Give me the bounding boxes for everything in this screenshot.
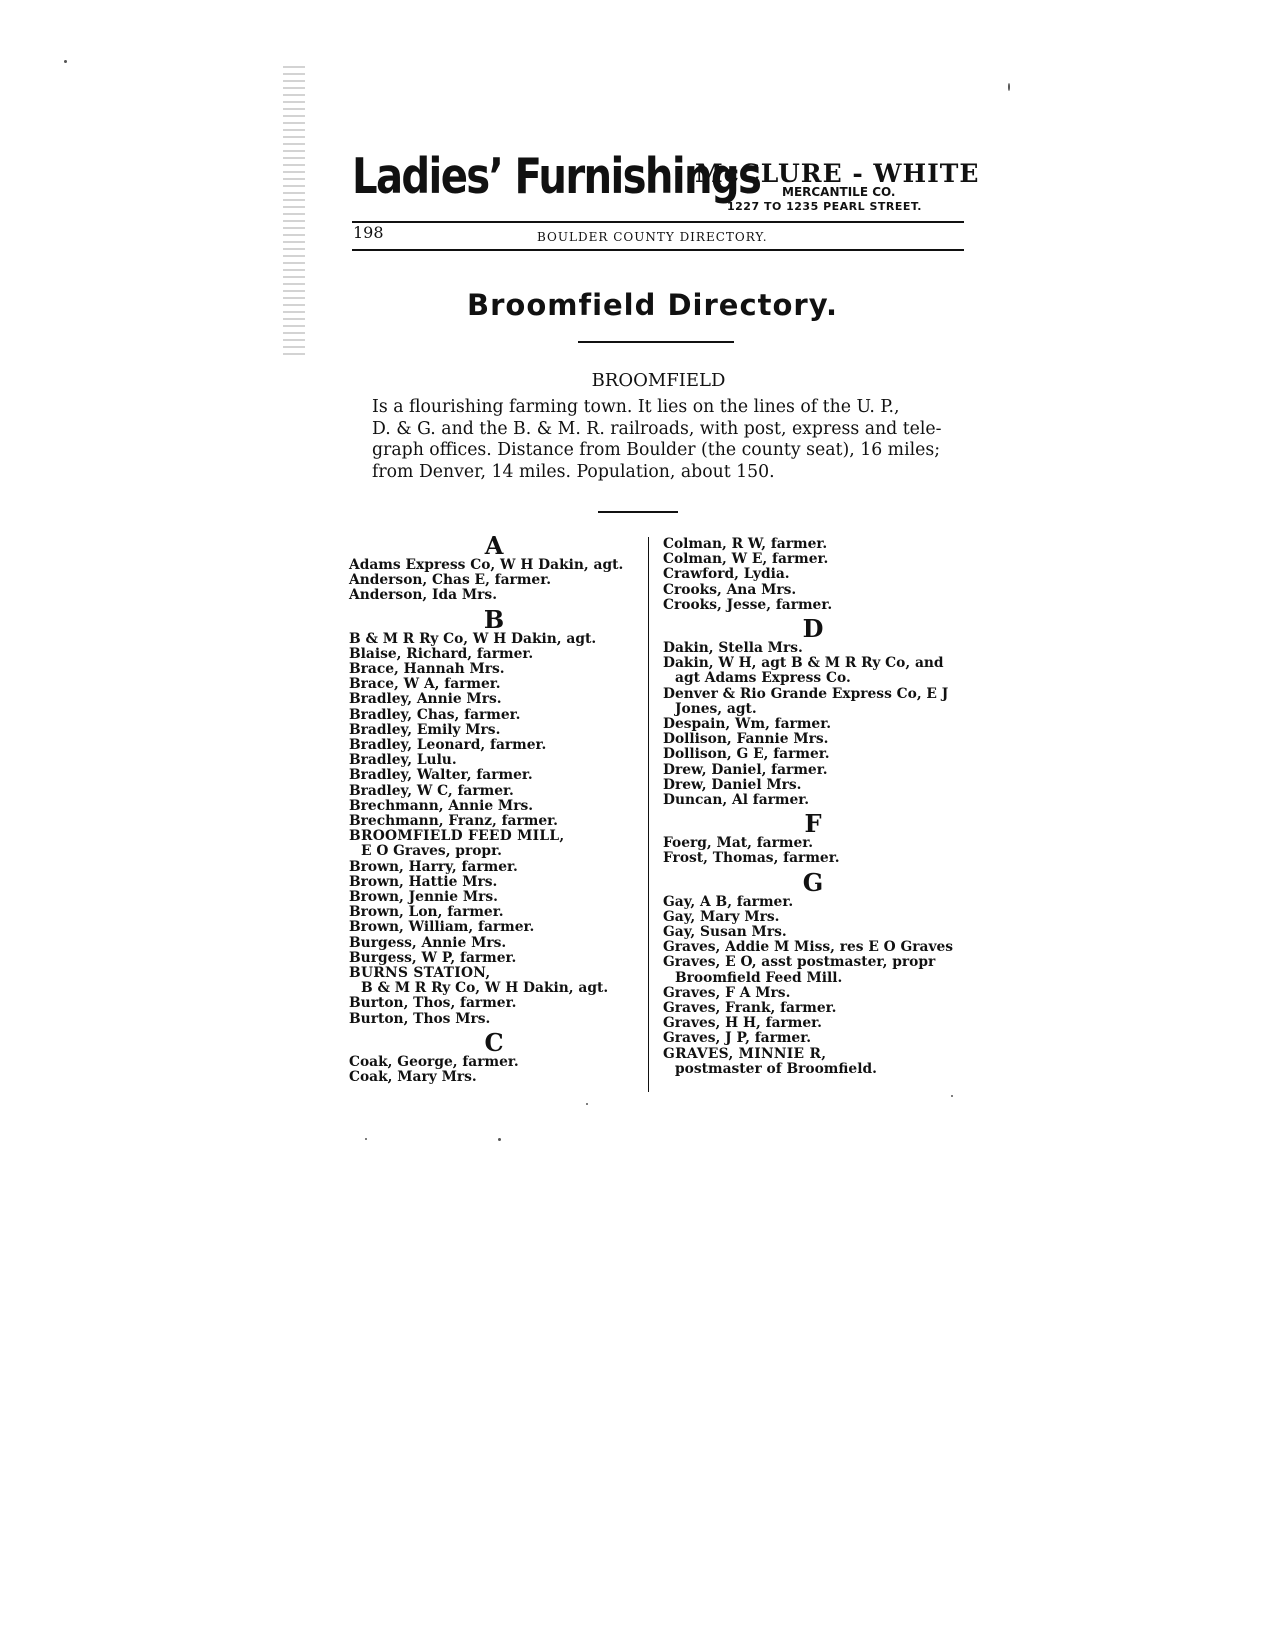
- title-rule: [578, 341, 734, 343]
- list-item-detail: Jones, agt.: [675, 700, 757, 717]
- list-item: Crawford, Lydia.: [663, 566, 790, 583]
- intro-rule: [598, 511, 678, 513]
- list-item-business: BROOMFIELD FEED MILL,: [349, 828, 565, 845]
- scan-speck: [64, 60, 67, 63]
- scan-speck: [951, 1095, 953, 1097]
- list-item: Brechmann, Franz, farmer.: [349, 813, 558, 830]
- intro-line: graph offices. Distance from Boulder (the county seat), 16 miles;: [372, 440, 941, 460]
- list-item: Burton, Thos Mrs.: [349, 1010, 491, 1027]
- letter-heading-a: A: [484, 531, 504, 560]
- list-item: Colman, R W, farmer.: [663, 536, 828, 552]
- list-item: Coak, George, farmer.: [349, 1053, 519, 1070]
- list-item: Brown, Jennie Mrs.: [349, 889, 498, 906]
- list-item: Burgess, Annie Mrs.: [349, 934, 507, 951]
- list-item: Foerg, Mat, farmer.: [663, 835, 814, 852]
- scan-speck: [365, 1138, 367, 1140]
- list-item: Dollison, Fannie Mrs.: [663, 731, 829, 748]
- list-item: Drew, Daniel, farmer.: [663, 761, 828, 778]
- list-item: Brace, Hannah Mrs.: [349, 661, 505, 678]
- town-heading: BROOMFIELD: [591, 370, 726, 391]
- directory-column-left: [349, 531, 639, 1086]
- list-item: Adams Express Co, W H Dakin, agt.: [349, 557, 624, 573]
- list-item: Bradley, W C, farmer.: [349, 782, 514, 799]
- ad-brand: McCLURE - WHITE: [695, 159, 980, 188]
- list-item: Bradley, Lulu.: [349, 752, 457, 769]
- list-item: Graves, F A Mrs.: [663, 984, 791, 1001]
- list-item-business: GRAVES, MINNIE R,: [663, 1045, 827, 1062]
- list-item: Brown, William, farmer.: [349, 919, 535, 936]
- list-item: Dakin, Stella Mrs.: [663, 640, 803, 657]
- list-item: Burton, Thos, farmer.: [349, 995, 517, 1012]
- list-item: Brown, Hattie Mrs.: [349, 873, 498, 890]
- list-item: Brown, Lon, farmer.: [349, 904, 504, 921]
- list-item: Brown, Harry, farmer.: [349, 858, 518, 875]
- list-item: Bradley, Walter, farmer.: [349, 767, 533, 784]
- list-item: Coak, Mary Mrs.: [349, 1069, 477, 1086]
- directory-column-right: [663, 537, 963, 1077]
- list-item: Crooks, Ana Mrs.: [663, 581, 797, 598]
- list-item-detail: Broomfield Feed Mill.: [675, 969, 843, 986]
- intro-line: D. & G. and the B. & M. R. railroads, with post, express and tele-: [372, 418, 942, 439]
- list-item: Brechmann, Annie Mrs.: [349, 797, 534, 814]
- ad-subtitle: MERCANTILE CO.: [782, 185, 896, 199]
- list-item-detail: agt Adams Express Co.: [675, 670, 851, 687]
- list-item: Denver & Rio Grande Express Co, E J: [663, 685, 949, 702]
- letter-heading-g: G: [802, 867, 824, 897]
- list-item: Drew, Daniel Mrs.: [663, 776, 802, 793]
- intro-line: from Denver, 14 miles. Population, about 150.: [372, 461, 775, 482]
- list-item: Duncan, Al farmer.: [663, 792, 810, 809]
- list-item: Graves, Frank, farmer.: [663, 1000, 837, 1017]
- list-item: Crooks, Jesse, farmer.: [663, 596, 833, 613]
- list-item-business: BURNS STATION,: [349, 965, 491, 982]
- scan-speck: [498, 1138, 501, 1141]
- list-item: Gay, A B, farmer.: [663, 893, 794, 910]
- section-title: Broomfield Directory.: [466, 288, 838, 322]
- header-rule-bottom: [352, 249, 964, 251]
- list-item: Blaise, Richard, farmer.: [349, 645, 534, 662]
- running-head: BOULDER COUNTY DIRECTORY.: [537, 230, 768, 244]
- list-item: Anderson, Ida Mrs.: [349, 587, 497, 604]
- list-item-detail: E O Graves, propr.: [361, 843, 502, 860]
- list-item: Graves, Addie M Miss, res E O Graves: [663, 939, 954, 956]
- list-item: Bradley, Leonard, farmer.: [349, 737, 547, 754]
- list-item: Bradley, Annie Mrs.: [349, 691, 502, 708]
- ad-address: 1227 TO 1235 PEARL STREET.: [727, 200, 922, 213]
- column-divider: [648, 537, 649, 1092]
- scan-speck: [586, 1103, 588, 1105]
- list-item: Frost, Thomas, farmer.: [663, 850, 840, 867]
- list-item: Colman, W E, farmer.: [663, 551, 829, 568]
- letter-heading-f: F: [804, 809, 822, 839]
- list-item: Dollison, G E, farmer.: [663, 746, 830, 763]
- scan-speck: [1008, 83, 1010, 91]
- list-item: Graves, H H, farmer.: [663, 1015, 822, 1032]
- list-item: Despain, Wm, farmer.: [663, 716, 832, 733]
- letter-heading-b: B: [483, 604, 505, 634]
- list-item: Gay, Susan Mrs.: [663, 924, 787, 941]
- list-item: Graves, J P, farmer.: [663, 1030, 812, 1047]
- list-item: Burgess, W P, farmer.: [349, 949, 517, 966]
- list-item-detail: postmaster of Broomfield.: [675, 1060, 877, 1077]
- ad-title: Ladies’ Furnishings: [352, 148, 761, 205]
- list-item: Graves, E O, asst postmaster, propr: [663, 954, 936, 971]
- intro-line: Is a flourishing farming town. It lies on the lines of the U. P.,: [372, 397, 900, 417]
- list-item: Anderson, Chas E, farmer.: [349, 572, 552, 589]
- intro-paragraph: [372, 397, 947, 483]
- page-number: 198: [353, 223, 384, 242]
- list-item: Bradley, Emily Mrs.: [349, 721, 501, 738]
- list-item-detail: B & M R Ry Co, W H Dakin, agt.: [361, 980, 609, 997]
- letter-heading-d: D: [802, 614, 824, 644]
- list-item: Brace, W A, farmer.: [349, 676, 501, 693]
- list-item: Dakin, W H, agt B & M R Ry Co, and: [663, 655, 944, 672]
- list-item: B & M R Ry Co, W H Dakin, agt.: [349, 630, 597, 647]
- list-item: Gay, Mary Mrs.: [663, 908, 780, 925]
- letter-heading-c: C: [484, 1027, 504, 1057]
- header-rule-top: [352, 221, 964, 223]
- list-item: Bradley, Chas, farmer.: [349, 706, 521, 723]
